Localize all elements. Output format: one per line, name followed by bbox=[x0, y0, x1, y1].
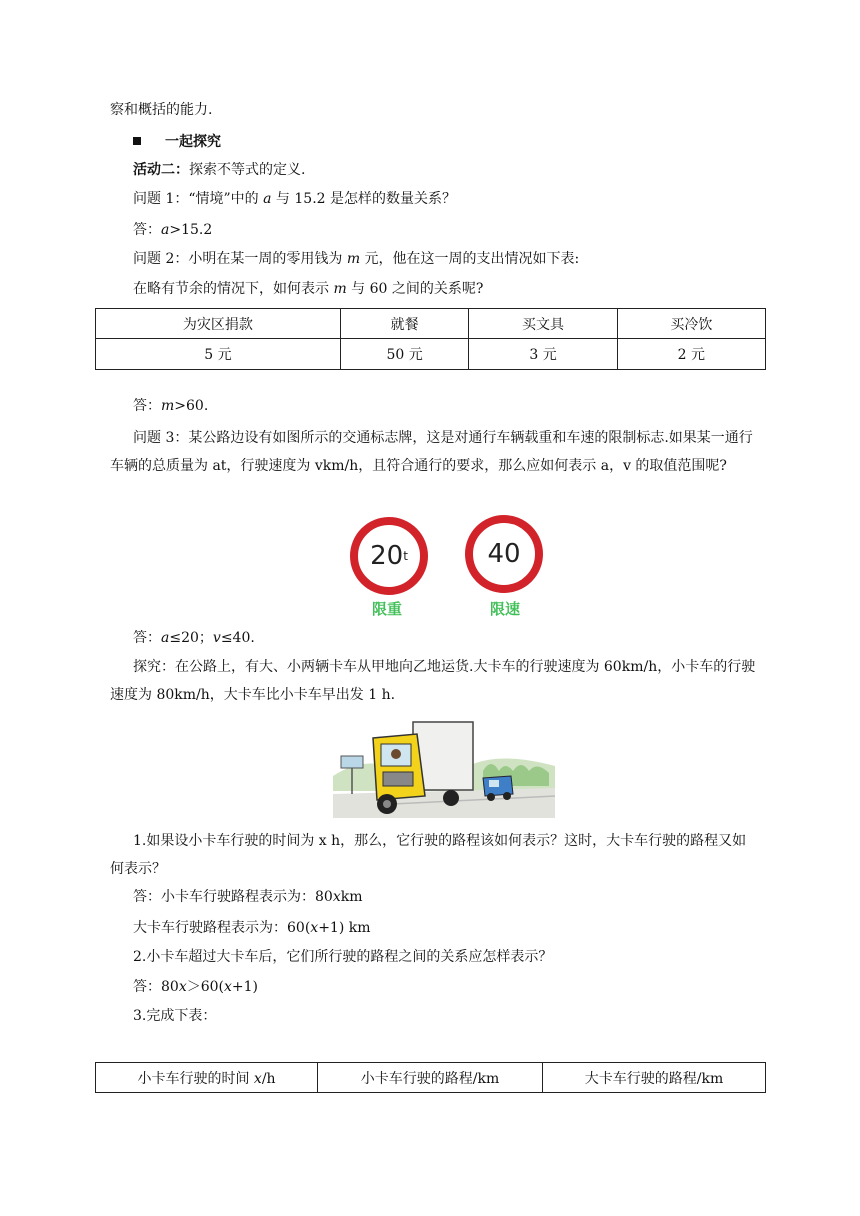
distance-table bbox=[95, 1062, 766, 1093]
question-2 bbox=[133, 249, 579, 269]
activity-line bbox=[133, 160, 305, 180]
table-header: 买文具 bbox=[469, 309, 617, 339]
answer-1 bbox=[133, 220, 212, 240]
q3-text: 问题 3：某公路边设有如图所示的交通标志牌，这是对通行车辆载重和车速的限制标志.如果某一通行车辆的总质量为 at，行驶速度为 vkm/h，且符合通行的要求，那么应如何表示 a，v 的取值范围呢? bbox=[110, 430, 753, 474]
h1-pre: 小卡车行驶的时间 bbox=[137, 1070, 254, 1087]
q2c-var: m bbox=[333, 281, 347, 297]
a1-post: >15.2 bbox=[169, 222, 213, 238]
e2a-pre: 答：80 bbox=[133, 979, 179, 995]
square-bullet-icon bbox=[133, 137, 141, 145]
a1-pre: 答： bbox=[133, 222, 161, 238]
q2c-text-b: 与 60 之间的关系呢? bbox=[346, 281, 484, 297]
weight-limit-unit: t bbox=[403, 549, 408, 563]
h1-var: x bbox=[253, 1070, 262, 1087]
question-2-cont bbox=[133, 279, 483, 299]
e2a-var1: x bbox=[178, 979, 187, 995]
e1a-var: x bbox=[332, 889, 341, 905]
weight-limit-sign-icon bbox=[350, 517, 428, 595]
section-title: 一起探究 bbox=[165, 134, 221, 150]
question-1 bbox=[133, 189, 456, 209]
explore-paragraph bbox=[110, 653, 760, 709]
text-line: 察和概括的能力. bbox=[110, 102, 213, 118]
activity-text: 探索不等式的定义. bbox=[189, 162, 306, 178]
speed-limit-sign-icon bbox=[465, 515, 543, 593]
answer-2 bbox=[133, 396, 208, 416]
table-row bbox=[96, 1063, 766, 1093]
e2a-mid: ＞60( bbox=[186, 979, 225, 995]
question-e3: 3.完成下表： bbox=[133, 1008, 217, 1024]
e2a-var2: x bbox=[224, 979, 232, 995]
speed-limit-number: 40 bbox=[487, 539, 521, 569]
answer-e2 bbox=[133, 977, 258, 997]
e1a-pre: 答：小卡车行驶路程表示为：80 bbox=[133, 889, 333, 905]
q2-var: m bbox=[346, 251, 361, 267]
a3-pre: 答： bbox=[133, 630, 161, 646]
e1b-post: +1) km bbox=[318, 920, 371, 936]
table-row bbox=[96, 309, 766, 339]
answer-e1a bbox=[133, 887, 363, 907]
table-cell: 5 元 bbox=[96, 339, 341, 370]
table-cell: 50 元 bbox=[340, 339, 469, 370]
q1-text-b: 与 15.2 是怎样的数量关系？ bbox=[271, 191, 457, 207]
q1-text-a: 问题 1：“情境”中的 bbox=[133, 191, 264, 207]
a3-var-v: v bbox=[212, 630, 221, 646]
e1a-post: km bbox=[340, 889, 363, 905]
trucks-illustration bbox=[333, 716, 555, 818]
e1b-var: x bbox=[310, 920, 319, 936]
weight-limit-label: 限重 bbox=[372, 600, 403, 618]
table-header: 大卡车行驶的路程/km bbox=[543, 1063, 766, 1093]
activity-label: 活动二： bbox=[133, 162, 189, 178]
q2-text-b: 元，他在这一周的支出情况如下表: bbox=[360, 251, 580, 267]
q2-text-a: 问题 2：小明在某一周的零用钱为 bbox=[133, 251, 347, 267]
a3-mid: ≤20； bbox=[169, 630, 213, 646]
table-header: 买冷饮 bbox=[617, 309, 765, 339]
q1-var: a bbox=[263, 191, 272, 207]
a2-post: >60. bbox=[174, 398, 209, 414]
table-header: 就餐 bbox=[340, 309, 469, 339]
explore-text: 探究：在公路上，有大、小两辆卡车从甲地向乙地运货.大卡车的行驶速度为 60km/h，小卡车的行驶速度为 80km/h，大卡车比小卡车早出发 1 h. bbox=[110, 659, 756, 703]
e2a-post: +1) bbox=[231, 979, 259, 995]
section-heading bbox=[133, 132, 221, 152]
table-header: 为灾区捐款 bbox=[96, 309, 341, 339]
e1b-pre: 大卡车行驶路程表示为：60( bbox=[133, 920, 311, 936]
q2c-text-a: 在略有节余的情况下，如何表示 bbox=[133, 281, 334, 297]
a2-pre: 答： bbox=[133, 398, 161, 414]
table-cell: 3 元 bbox=[469, 339, 617, 370]
expense-table bbox=[95, 308, 766, 370]
table-header bbox=[96, 1063, 318, 1093]
answer-3 bbox=[133, 628, 255, 648]
question-3 bbox=[110, 424, 760, 480]
table-cell: 2 元 bbox=[617, 339, 765, 370]
h1-post: /h bbox=[261, 1070, 276, 1087]
answer-e1b bbox=[133, 918, 371, 938]
question-e1 bbox=[110, 827, 760, 883]
e1-text: 1.如果设小卡车行驶的时间为 x h，那么，它行驶的路程该如何表示？这时，大卡车行驶的路程又如何表示？ bbox=[110, 833, 747, 877]
weight-limit-number: 20 bbox=[370, 541, 404, 571]
a2-var: m bbox=[161, 398, 175, 414]
a3-var-a: a bbox=[161, 630, 170, 646]
a1-var: a bbox=[161, 222, 170, 238]
question-e2: 2.小卡车超过大卡车后，它们所行驶的路程之间的关系应怎样表示？ bbox=[133, 949, 553, 965]
table-row bbox=[96, 339, 766, 370]
table-header: 小卡车行驶的路程/km bbox=[318, 1063, 543, 1093]
speed-limit-label: 限速 bbox=[490, 600, 521, 618]
a3-post: ≤40. bbox=[220, 630, 255, 646]
